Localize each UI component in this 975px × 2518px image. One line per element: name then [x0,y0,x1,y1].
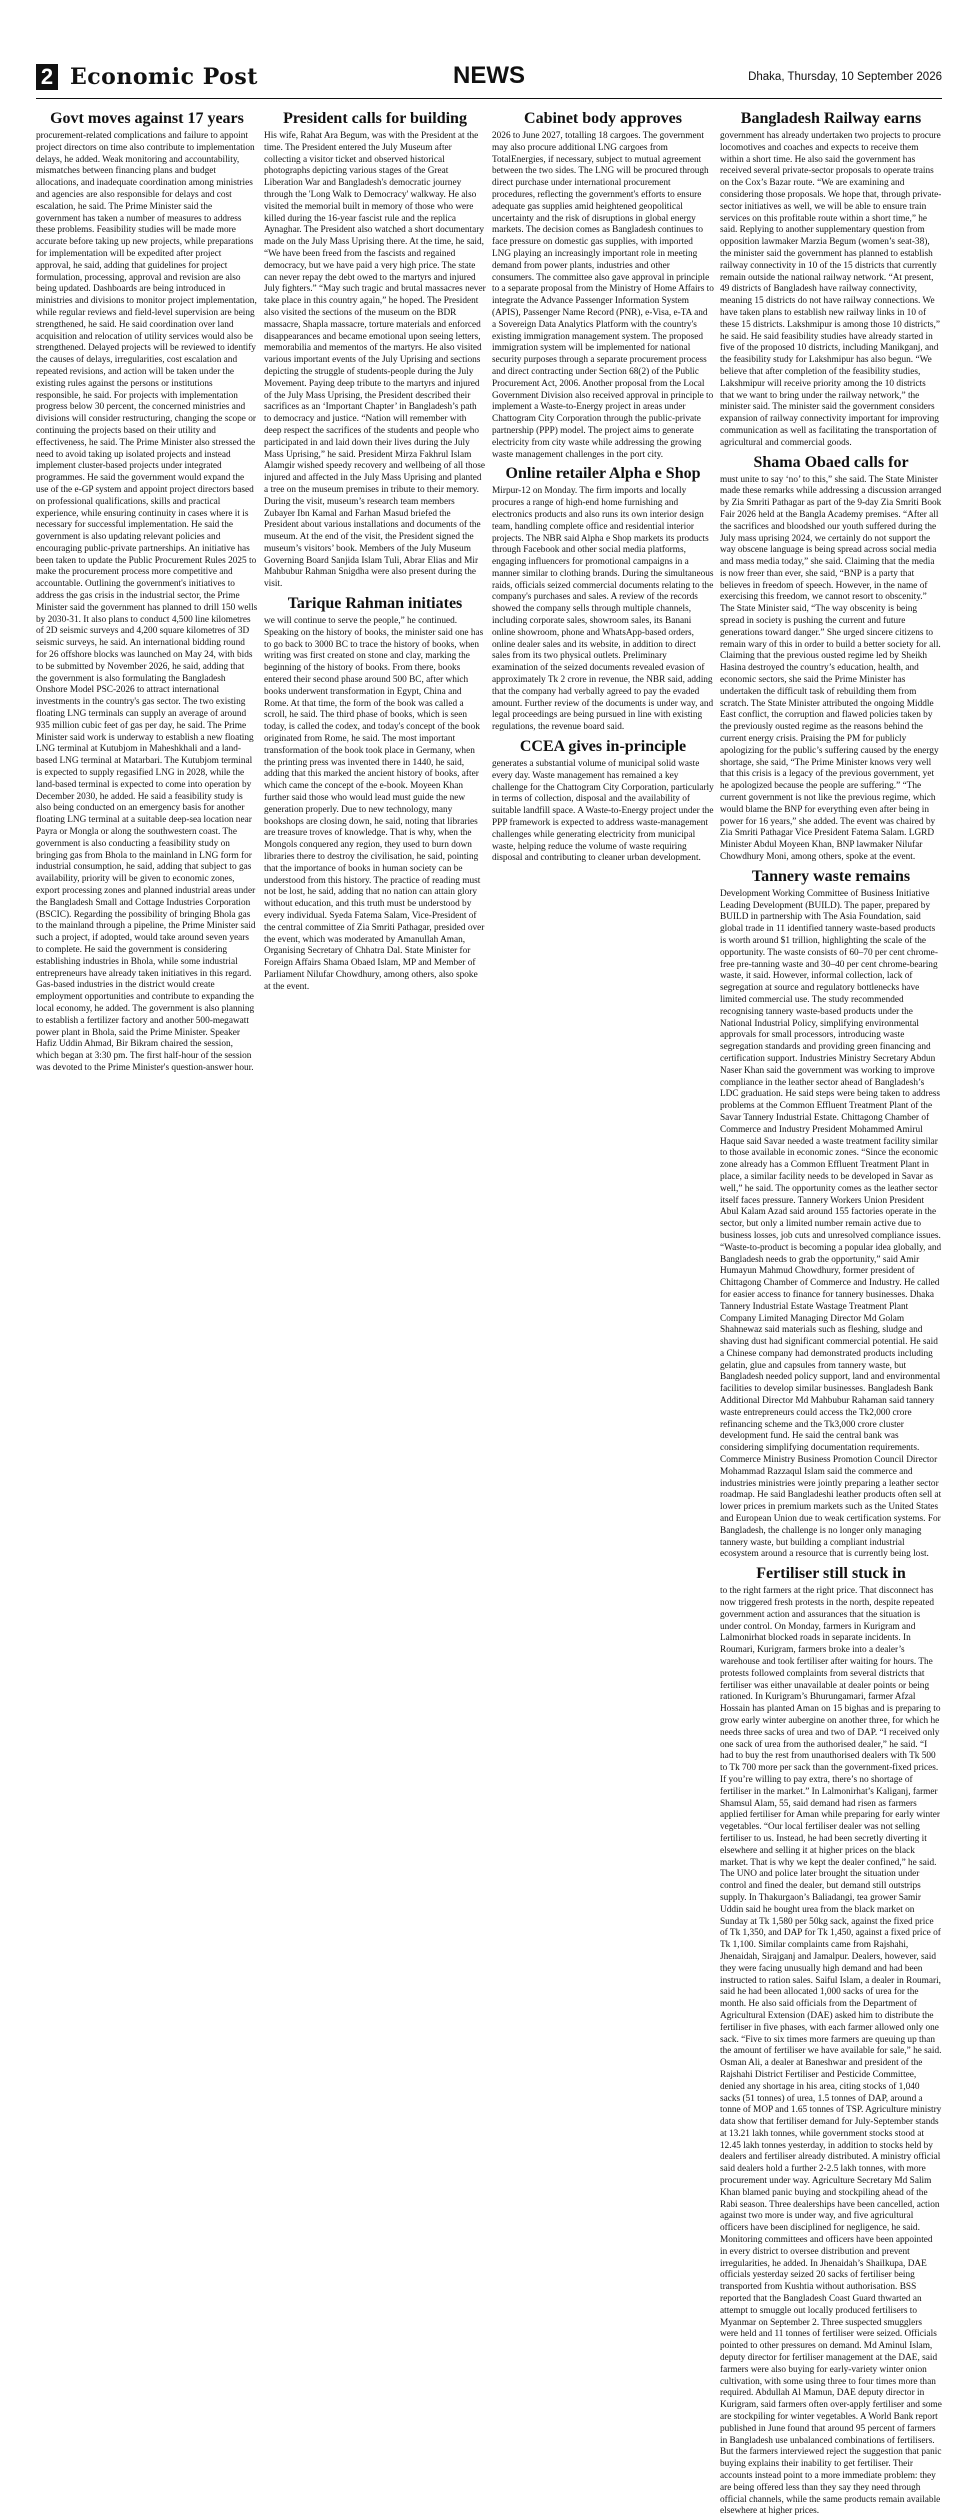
article-body: procurement-related complications and failure to appoint project directors on time also contribute to implementation delays, he added. Weak monitoring and accountability, mismatches between financing plans and budget allocations, and inadequate coordination among ministries and agencies are also responsible for delays and cost escalation, he said. The Prime Minister said the government has taken a number of measures to address these problems. Feasibility studies will be made more accurate before taking up new projects, while preparations for implementation will be expedited after project approval, he said, adding that guidelines for project formulation, processing, approval and revision are also being updated. Dashboards are being introduced in ministries and divisions to monitor project implementation, while regular reviews and field-level supervision are being strengthened, he said. He said coordination over land acquisition and relocation of utility services would also be strengthened. Delayed projects will be reviewed to identify the causes of delays, irregularities, cost escalation and repeated revisions, and action will be taken under the existing rules against the persons or institutions responsible, he said. For projects with implementation progress below 30 percent, the concerned ministries and divisions will consider restructuring, changing the scope or continuing the projects based on their utility and effectiveness, he said. The Prime Minister also stressed the need to avoid taking up isolated projects and instead implement cluster-based projects under integrated programmes. He said the government would expand the use of the e-GP system and appoint project directors based on professional qualifications, skills and practical experience, while ensuring continuity in cases where it is necessary for successful implementation. He said the government is also updating relevant policies and encouraging public-private partnerships. An initiative has been taken to update the Public Procurement Rules 2025 to make the procurement process more competitive and accountable. Outlining the government's initiatives to address the gas crisis in the industrial sector, the Prime Minister said the government has planned to drill 150 wells by 2030-31. It also plans to conduct 4,500 line kilometres of 2D seismic surveys and 4,200 square kilometres of 3D seismic surveys, he said. An international bidding round for 26 offshore blocks was launched on May 24, with bids to be submitted by November 2026, he said, adding that the government is also formulating the Bangladesh Onshore Model PSC-2026 to attract international investments in the country's gas sector. The two existing floating LNG terminals can supply an average of around 935 million cubic feet of gas per day, he said. The Prime Minister said work is underway to establish a new floating LNG terminal at Kutubjom in Maheshkhali and a land-based LNG terminal at Matarbari. The Kutubjom terminal is expected to supply regasified LNG in 2028, while the land-based terminal is expected to come into operation by December 2030, he added. He said a feasibility study is also being conducted on an emergency basis for another floating LNG terminal at a suitable deep-sea location near Payra or Mongla or along the southwestern coast. The government is also conducting a feasibility study on bringing gas from Bhola to the mainland in LNG form for industrial consumption, he said, adding that subject to gas availability, priority will be given to economic zones, export processing zones and planned industrial areas under the Bangladesh Small and Cottage Industries Corporation (BSCIC). Regarding the possibility of bringing Bhola gas to the mainland through a pipeline, the Prime Minister said such a project, if adopted, would take around seven years to complete. He said the government is considering establishing industries in Bhola, while some industrial entrepreneurs have already taken initiatives in this regard. Gas-based industries in the district would create employment opportunities and contribute to expanding the local economy, he added. The government is also planning to establish a fertilizer factory and another 500-megawatt power plant in Bhola, said the Prime Minister. Speaker Hafiz Uddin Ahmad, Bir Bikram chaired the session, which began at 3:30 pm. The first half-hour of the session was devoted to the Prime Minister's question-answer hour. [36,131,258,1073]
article-online [492,464,714,734]
masthead-rule [36,98,942,99]
headline: Tarique Rahman initiates [287,595,463,613]
article-body: 2026 to June 2027, totalling 18 cargoes. The government may also procure additional LNG cargoes from TotalEnergies, if necessary, subject to mutual agreement between the two sides. The LNG will be procured through direct purchase under international procurement procedures, reflecting the government's efforts to ensure adequate gas supplies amid heightened geopolitical uncertainty and the risk of disruptions in global energy markets. The decision comes as Bangladesh continues to face pressure on domestic gas supplies, with imported LNG playing an increasingly important role in meeting demand from power plants, industries and other consumers. The committee also gave approval in principle to a separate proposal from the Ministry of Home Affairs to integrate the Advance Passenger Information System (APIS), Passenger Name Record (PNR), e-Visa, e-TA and a Sovereign Data Analytics Platform with the country's existing immigration management system. The proposed immigration system will be implemented for national security purposes through a separate procurement process and direct contracting under Section 68(2) of the Public Procurement Act, 2006. Another proposal from the Local Government Division also received approval in principle to implement a Waste-to-Energy project in areas under Chattogram City Corporation through the public-private partnership (PPP) model. The project aims to generate electricity from city waste while addressing the growing waste management challenges in the port city. [492,131,714,460]
article-shama [720,453,942,864]
dateline: Dhaka, Thursday, 10 September 2026 [748,71,942,83]
article-body: must unite to say ‘no’ to this,” she said. The State Minister made these remarks while addressing a discussion arranged by Zia Smriti Pathagar as part of the 9-day Zia Smriti Book Fair 2026 held at the Bangla Academy premises. “After all the sacrifices and bloodshed our youth suffered during the July mass uprising 2024, we certainly do not support the way obscene language is being spread across social media and mass media today,” she said. Claiming that the media is now freer than ever, she said, “BNP is a party that believes in freedom of speech. However, in the name of exercising this freedom, we cannot resort to obscenity.” The State Minister said, “The way obscenity is being spread in society is pushing the current and future generations toward danger.” She urged sincere citizens to remain wary of this in order to build a better society for all. Claiming that the previous ousted regime led by Sheikh Hasina destroyed the country’s education, health, and economic sectors, she said the Prime Minister has undertaken the difficult task of rebuilding them from scratch. The State Minister attributed the ongoing Middle East conflict, the corruption and flawed policies taken by the previously ousted regime as the reasons behind the current energy crisis. Praising the PM for publicly apologizing for the public’s suffering caused by the energy shortage, she said, “The Prime Minister knows very well that this crisis is a legacy of the previous government, yet he apologized because the people are suffering.” “The current government is not like the previous regime, which would blame the BNP for everything even after being in power for 16 years,” she added. The event was chaired by Zia Smriti Pathagar Vice President Fatema Salam. LGRD Minister Abdul Moyeen Khan, BNP lawmaker Nilufar Chowdhury Moni, among others, spoke at the event. [720,474,942,863]
article-tarique [264,594,486,994]
article-body: we will continue to serve the people,” he continued. Speaking on the history of books, the minister said one has to go back to 3000 BC to trace the history of books, when writing was first created on stone and clay, marking the beginning of the history of books. From there, books entered their second phase around 500 BC, after which books underwent transformation in Egypt, China and Rome. At that time, the form of the book was called a scroll, he said. The third phase of books, which is seen today, is called the codex, and today's concept of the book originated from Rome, he said. The most important transformation of the book took place in Germany, when the printing press was invented there in 1440, he said, adding that this marked the ancient history of books, after which came the concept of the e-book. Moyeen Khan further said those who would lead must guide the new generation properly. Due to new technology, many bookshops are closing down, he said, noting that libraries are treasure troves of knowledge. That is why, when the Mongols conquered any region, they used to burn down libraries there to destroy the civilisation, he said, pointing that the importance of books in human society can be understood from this history. The practice of reading must not be lost, he said, adding that no nation can attain glory without education, and this truth must be understood by every individual. Syeda Fatema Salam, Vice-President of the central committee of Zia Smriti Pathagar, presided over the event, which was moderated by Amanullah Aman, Organising Secretary of Chhatra Dal. State Minister for Foreign Affairs Shama Obaed Islam, MP and Member of Parliament Nilufar Chowdhury, among others, also spoke at the event. [264,616,485,992]
headline: Online retailer Alpha e Shop [505,465,701,483]
article-cabinet [492,109,714,461]
article-railway [720,109,942,450]
headline: CCEA gives in-principle [519,738,687,756]
article-ccea [492,737,714,865]
column-2 [264,106,486,1440]
section-title: NEWS [453,62,525,89]
headline: Tannery waste remains [751,867,911,885]
article-body: His wife, Rahat Ara Begum, was with the President at the time. The President entered the July Museum after collecting a visitor ticket and observed historical photographs depicting various stages of the Great Liberation War and Bangladesh's democratic journey through the 'Long Walk to Democracy' walkway. He also visited the memorial built in memory of those who were killed during the 16-year fascist rule and the replica Aynaghar. The President also watched a short documentary made on the July Mass Uprising there. At the time, he said, “We have been freed from the fascists and regained democracy, but we have paid a very high price. The state can never repay the debt owed to the martyrs and injured July fighters.” “May such tragic and brutal massacres never take place in this country again,” he hoped. The President also visited the sections of the museum on the BDR massacre, Shapla massacre, torture materials and enforced disappearances and became emotional upon seeing letters, memorabilia and mementos of the martyrs. He also visited various important events of the July Uprising and sections depicting the struggle of students-people during the July Movement. Paying deep tribute to the martyrs and injured of the July Mass Uprising, the President described their sacrifices as an ‘Important Chapter’ in Bangladesh’s path to democracy and justice. “Nation will remember with deep respect the sacrifices of the students and people who participated in and laid down their lives during the July Mass Uprising,” he said. President Mirza Fakhrul Islam Alamgir wished speedy recovery and wellbeing of all those injured and affected in the July Mass Uprising and planted a tree on the museum premises in tribute to their memory. During the visit, museum’s research team members Zubayer Ibn Kamal and Farhan Masud briefed the President about various installations and documents of the museum. At the end of the visit, the President signed the museum’s visitors’ book. Members of the July Museum Governing Board Sanjida Islam Tuli, Abrar Elias and Mir Mahbubur Rahman Snigdha were also present during the visit. [264,131,486,590]
headline: Fertiliser still stuck in [756,1565,906,1583]
headline: Shama Obaed calls for [753,453,909,471]
newspaper-name: Economic Post [70,64,258,90]
page-number: 2 [36,64,58,90]
article-tannery [720,867,942,1561]
article-body: Mirpur-12 on Monday. The firm imports and locally procures a range of high-end home furnishing and electronics products and also runs its own interior design team, handling complete office and residential interior projects. The NBR said Alpha e Shop markets its products through Facebook and other social media platforms, engaging influencers for promotional campaigns in a manner similar to clothing brands. During the simultaneous raids, officials seized commercial documents relating to the company's purchases and sales. A review of the records showed the company sells through multiple channels, including corporate sales, showroom sales, its Banani online showroom, phone and WhatsApp-based orders, online dealer sales and its website, in addition to direct sales from its two physical outlets. Preliminary examination of the seized documents revealed evasion of approximately Tk 2 crore in revenue, the NBR said, adding that the company had verbally agreed to pay the evaded amount. Further review of the documents is under way, and legal proceedings are being pursued in line with existing regulations, the revenue board said. [492,486,714,733]
article-govt [36,109,258,1075]
article-body: Development Working Committee of Business Initiative Leading Development (BUILD). The paper, prepared by BUILD in partnership with The Asia Foundation, said global trade in 11 identified tannery waste-based products is worth around $1 trillion, highlighting the scale of the opportunity. The waste consists of 60–70 per cent chrome-free pre-tanning waste and 30–40 per cent chrome-bearing waste, it said. However, informal collection, lack of segregation at source and regulatory bottlenecks have limited commercial use. The study recommended recognising tannery waste-based products under the National Industrial Policy, simplifying environmental approvals for small processors, introducing waste segregation standards and providing green financing and certification support. Industries Ministry Secretary Abdun Naser Khan said the government was working to improve compliance in the leather sector ahead of Bangladesh’s LDC graduation. He said steps were being taken to address problems at the Common Effluent Treatment Plant of the Savar Tannery Industrial Estate. Chittagong Chamber of Commerce and Industry President Mohammed Amirul Haque said Savar needed a waste treatment facility similar to those available in economic zones. “Since the economic zone already has a Common Effluent Treatment Plant in place, a similar facility needs to be developed in Savar as well,” he said. The opportunity comes as the leather sector itself faces pressure. Tannery Workers Union President Abul Kalam Azad said around 155 factories operate in the sector, but only a limited number remain active due to business losses, job cuts and unresolved compliance issues. “Waste-to-product is becoming a popular idea globally, and Bangladesh needs to grab the opportunity,” said Amir Humayun Mahmud Chowdhury, former president of Chittagong Chamber of Commerce and Industry. He called for easier access to finance for tannery businesses. Dhaka Tannery Industrial Estate Wastage Treatment Plant Company Limited Managing Director Md Golam Shahnewaz said materials such as fleshing, sludge and shaving dust had significant commercial potential. He said a Chinese company had demonstrated products including gelatin, glue and capsules from tannery waste, but Bangladesh needed policy support, land and environmental facilities to develop similar businesses. Bangladesh Bank Additional Director Md Mahbubur Rahaman said tannery waste entrepreneurs could access the Tk2,000 crore refinancing scheme and the Tk3,000 crore cluster development fund. He said the central bank was considering simplifying documentation requirements. Commerce Ministry Business Promotion Council Director Mohammad Razzaqul Islam said the commerce and industries ministries were jointly preparing a leather sector roadmap. He said Bangladeshi leather products often sell at lower prices in premium markets such as the United States and European Union due to weak certification systems. For Bangladesh, the challenge is no longer only managing tannery waste, but building a compliant industrial ecosystem around a resource that is currently being lost. [720,888,942,1560]
article-body: to the right farmers at the right price. That disconnect has now triggered fresh protests in the north, despite repeated government action and assurances that the situation is under control. On Monday, farmers in Kurigram and Lalmonirhat blocked roads in separate incidents. In Roumari, Kurigram, farmers broke into a dealer’s warehouse and took fertiliser after waiting for hours. The protests followed complaints from several districts that fertiliser was either unavailable at dealer points or being rationed. In Kurigram’s Bhurungamari, farmer Afzal Hossain has planted Aman on 15 bighas and is preparing to grow early winter aubergine on another three, for which he needs three sacks of urea and two of DAP. “I received only one sack of urea from the authorised dealer,” he said. “I had to buy the rest from unauthorised dealers with Tk 500 to Tk 700 more per sack than the government-fixed prices. If you’re willing to pay extra, there’s no shortage of fertiliser in the market.” In Lalmonirhat’s Kaliganj, farmer Shamsul Alam, 55, said demand had risen as farmers applied fertiliser for Aman while preparing for early winter vegetables. “Our local fertiliser dealer was not selling fertiliser to us. Instead, he had been secretly diverting it elsewhere and selling it at higher prices on the black market. That is why we kept the dealer confined,” he said. The UNO and police later brought the situation under control and fined the dealer, but demand still outstrips supply. In Thakurgaon’s Baliadangi, tea grower Samir Uddin said he bought urea from the black market on Sunday at Tk 1,580 per 50kg sack, against the fixed price of Tk 1,350, and DAP for Tk 1,450, against a fixed price of Tk 1,100. Similar complaints came from Rajshahi, Jhenaidah, Sirajganj and Jamalpur. Dealers, however, said they were facing unusually high demand and had been instructed to ration sales. Saiful Islam, a dealer in Roumari, said he had been allocated 1,000 sacks of urea for the month. He also said officials from the Department of Agricultural Extension (DAE) asked him to distribute the fertiliser in five phases, with each farmer allowed only one sack. “Five to six times more farmers are queuing up than the amount of fertiliser we have available for sale,” he said. Osman Ali, a dealer at Baneshwar and president of the Rajshahi District Fertiliser and Pesticide Committee, denied any shortage in his area, citing stocks of 1,040 sacks (51 tonnes) of urea, 1.5 tonnes of DAP, around a tonne of MOP and 1.65 tonnes of TSP. Agriculture ministry data show that fertiliser demand for July-September stands at 13.21 lakh tonnes, while government stocks stood at 12.45 lakh tonnes yesterday, in addition to stocks held by dealers and fertiliser already distributed. A ministry official said dealers hold a further 2-2.5 lakh tonnes, with more procurement under way. Agriculture Secretary Md Salim Khan blamed panic buying and stockpiling ahead of the Rabi season. Three dealerships have been cancelled, action against two more is under way, and five agricultural officers have been disciplined for negligence, he said. Monitoring committees and officers have been appointed in every district to oversee distribution and prevent irregularities, he added. In Jhenaidah’s Shailkupa, DAE officials yesterday seized 20 sacks of fertiliser being transported from Kushtia without authorisation. BSS reported that the Bangladesh Coast Guard thwarted an attempt to smuggle out locally produced fertilisers to Myanmar on September 2. Three suspected smugglers were held and 11 tonnes of fertiliser were seized. Officials pointed to other pressures on demand. Md Aminul Islam, deputy director for fertiliser management at the DAE, said farmers were also buying for early-variety winter onion cultivation, with some using three to four times more than required. Abdullah Al Mamun, DAE deputy director in Kurigram, said farmers often over-apply fertiliser and some are stockpiling for winter vegetables. A World Bank report published in June found that around 95 percent of farmers in Bangladesh use unbalanced combinations of fertilisers. But the farmers interviewed reject the suggestion that panic buying explains their inability to get fertiliser. Their accounts instead point to a more immediate problem: they are being offered less than they say they need through official channels, while the same products remain available elsewhere at higher prices. [720,1586,942,2517]
headline: President calls for building [283,110,467,127]
column-3 [492,106,714,1440]
article-body: government has already undertaken two projects to procure locomotives and coaches and expects to receive them within a short time. He also said the government has received several private-sector proposals to operate trains on the Cox’s Bazar route. “We are examining and considering those proposals. We hope that, through private-sector initiatives as well, we will be able to ensure train services on this profitable route within a short time,” he said. Replying to another supplementary question from opposition lawmaker Marzia Begum (women’s seat-38), the minister said the government has planned to establish railway connectivity in 10 of the 15 districts that currently remain outside the national railway network. “At present, 49 districts of Bangladesh have railway connectivity, meaning 15 districts do not have railway connections. We have taken plans to establish new railway links in 10 of these 15 districts. Lakshmipur is among those 10 districts,” he said. He said feasibility studies have already started in five of the proposed 10 districts, including Manikganj, and the feasibility study for Lakshmipur has also begun. “We believe that after completion of the feasibility studies, Lakshmipur will receive priority among the 10 districts that we want to bring under the railway network,” the minister said. The minister said the government considers expansion of railway connectivity important for improving communication as well as facilitating the transportation of agricultural and commercial goods. [720,131,942,448]
page-body [36,106,942,2517]
headline: Govt moves against 17 years [50,110,244,127]
article-president [264,109,486,591]
article-fertiliser [720,1564,942,2518]
article-body: generates a substantial volume of municipal solid waste every day. Waste management has remained a key challenge for the Chattogram City Corporation, particularly in terms of collection, disposal and the availability of suitable landfill space. A Waste-to-Energy project under the PPP framework is expected to address waste-management challenges while generating electricity from municipal waste, helping reduce the volume of waste requiring disposal and contributing to cleaner urban development. [492,759,714,864]
column-4 [720,106,942,2517]
headline: Bangladesh Railway earns [740,110,922,127]
headline: Cabinet body approves [524,110,682,127]
masthead [36,60,942,94]
column-1 [36,106,258,1440]
